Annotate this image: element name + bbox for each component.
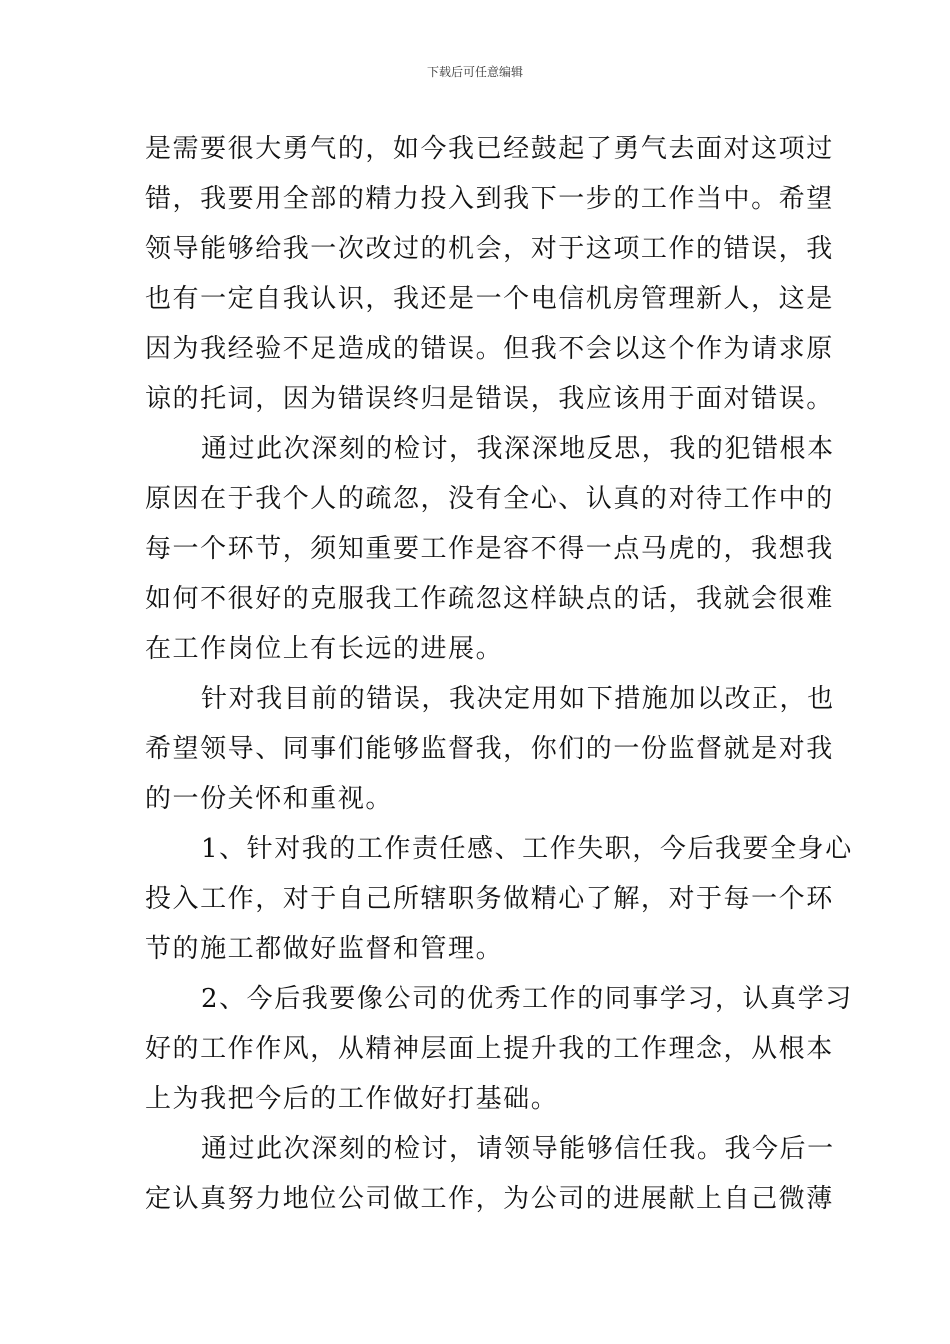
text-line: 在工作岗位上有长远的进展。 — [145, 634, 504, 664]
text-line: 的一份关怀和重视。 — [145, 784, 393, 814]
text-line: 也有一定自我认识，我还是一个电信机房管理新人，这是 — [145, 284, 834, 314]
text-line: 希望领导、同事们能够监督我，你们的一份监督就是对我 — [145, 734, 834, 764]
paragraph-4 — [145, 824, 853, 974]
text-line: 错，我要用全部的精力投入到我下一步的工作当中。希望 — [145, 184, 834, 214]
text-line: 通过此次深刻的检讨，我深深地反思，我的犯错根本 — [201, 434, 835, 464]
text-line: 每一个环节，须知重要工作是容不得一点马虎的，我想我 — [145, 534, 834, 564]
document-body — [145, 124, 853, 1224]
text-line: 定认真努力地位公司做工作，为公司的进展献上自己微薄 — [145, 1184, 834, 1214]
text-line: 因为我经验不足造成的错误。但我不会以这个作为请求原 — [145, 334, 834, 364]
paragraph-1 — [145, 124, 834, 424]
text-line: 领导能够给我一次改过的机会，对于这项工作的错误，我 — [145, 234, 834, 264]
text-line: 上为我把今后的工作做好打基础。 — [145, 1084, 559, 1114]
paragraph-3 — [145, 674, 835, 824]
text-line: 谅的托词，因为错误终归是错误，我应该用于面对错误。 — [145, 384, 834, 414]
text-line: 好的工作作风，从精神层面上提升我的工作理念，从根本 — [145, 1034, 834, 1064]
text-line: 如何不很好的克服我工作疏忽这样缺点的话，我就会很难 — [145, 584, 834, 614]
paragraph-5 — [145, 974, 853, 1124]
paragraph-2 — [145, 424, 835, 674]
text-line: 原因在于我个人的疏忽，没有全心、认真的对待工作中的 — [145, 484, 834, 514]
text-line: 1、针对我的工作责任感、工作失职，今后我要全身心 — [201, 834, 853, 864]
text-line: 投入工作，对于自己所辖职务做精心了解，对于每一个环 — [145, 884, 834, 914]
text-line: 2、今后我要像公司的优秀工作的同事学习，认真学习 — [201, 984, 853, 1014]
text-line: 是需要很大勇气的，如今我已经鼓起了勇气去面对这项过 — [145, 134, 834, 164]
text-line: 针对我目前的错误，我决定用如下措施加以改正，也 — [201, 684, 835, 714]
text-line: 节的施工都做好监督和管理。 — [145, 934, 504, 964]
text-line: 通过此次深刻的检讨，请领导能够信任我。我今后一 — [201, 1134, 835, 1164]
paragraph-6 — [145, 1124, 835, 1224]
page-header: 下载后可任意编辑 — [426, 65, 523, 79]
